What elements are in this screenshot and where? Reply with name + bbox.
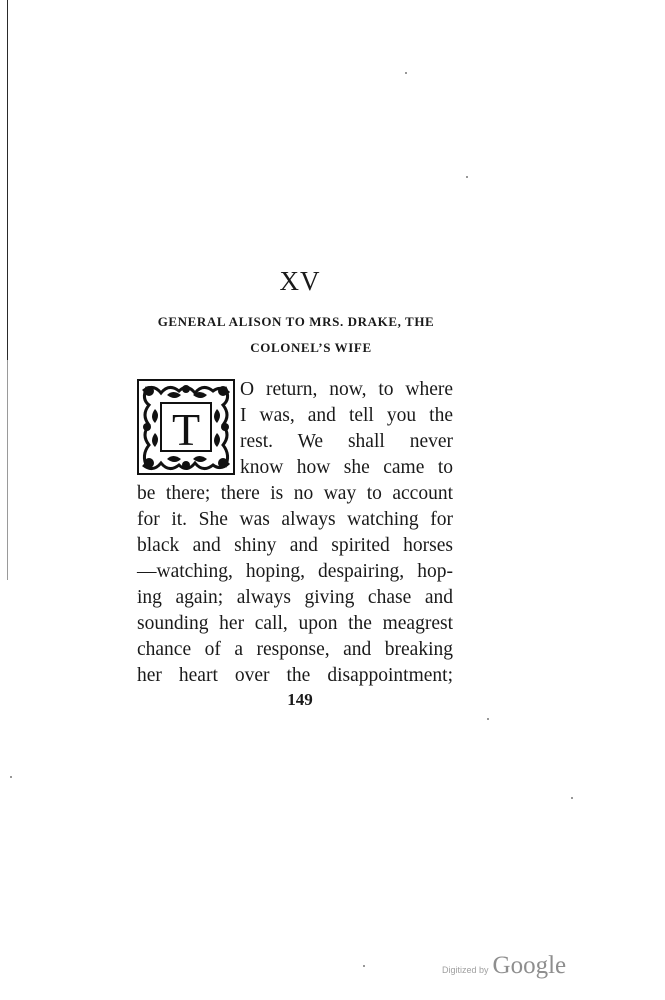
body-text-line: O return, now, to where <box>240 379 453 400</box>
scan-speck <box>466 176 468 178</box>
scan-speck <box>10 776 12 778</box>
body-text-line: rest. We shall never <box>240 431 453 452</box>
digitization-watermark <box>442 952 566 980</box>
chapter-numeral: XV <box>279 266 321 296</box>
drop-cap-letter: T <box>171 403 201 455</box>
scan-speck <box>363 965 365 967</box>
body-text-line: —watching, hoping, despairing, hop- <box>137 561 453 582</box>
chapter-heading-line-2: COLONEL’S WIFE <box>250 340 372 355</box>
scan-speck <box>487 718 489 720</box>
body-text-line: I was, and tell you the <box>240 405 453 426</box>
body-text-line: sounding her call, upon the meagrest <box>137 613 453 634</box>
google-logo: Google <box>492 952 567 979</box>
body-text-line: black and shiny and spirited horses <box>137 535 453 556</box>
ornamental-drop-cap <box>137 379 235 475</box>
body-text-line: chance of a response, and breaking <box>137 639 453 660</box>
body-text-line: be there; there is no way to account <box>137 483 453 504</box>
scan-speck <box>571 797 573 799</box>
scan-page-edge-faint <box>7 360 8 580</box>
watermark-prefix: Digitized by <box>442 965 489 975</box>
body-text-line: ing again; always giving chase and <box>137 587 453 608</box>
body-text-line: know how she came to <box>240 457 453 478</box>
page-number: 149 <box>287 690 313 709</box>
body-text-line: for it. She was always watching for <box>137 509 453 530</box>
scan-speck <box>405 72 407 74</box>
chapter-heading-line-1: GENERAL ALISON TO MRS. DRAKE, THE <box>157 314 435 329</box>
scan-page-edge <box>7 0 8 360</box>
body-text-line: her heart over the disappointment; <box>137 665 453 686</box>
